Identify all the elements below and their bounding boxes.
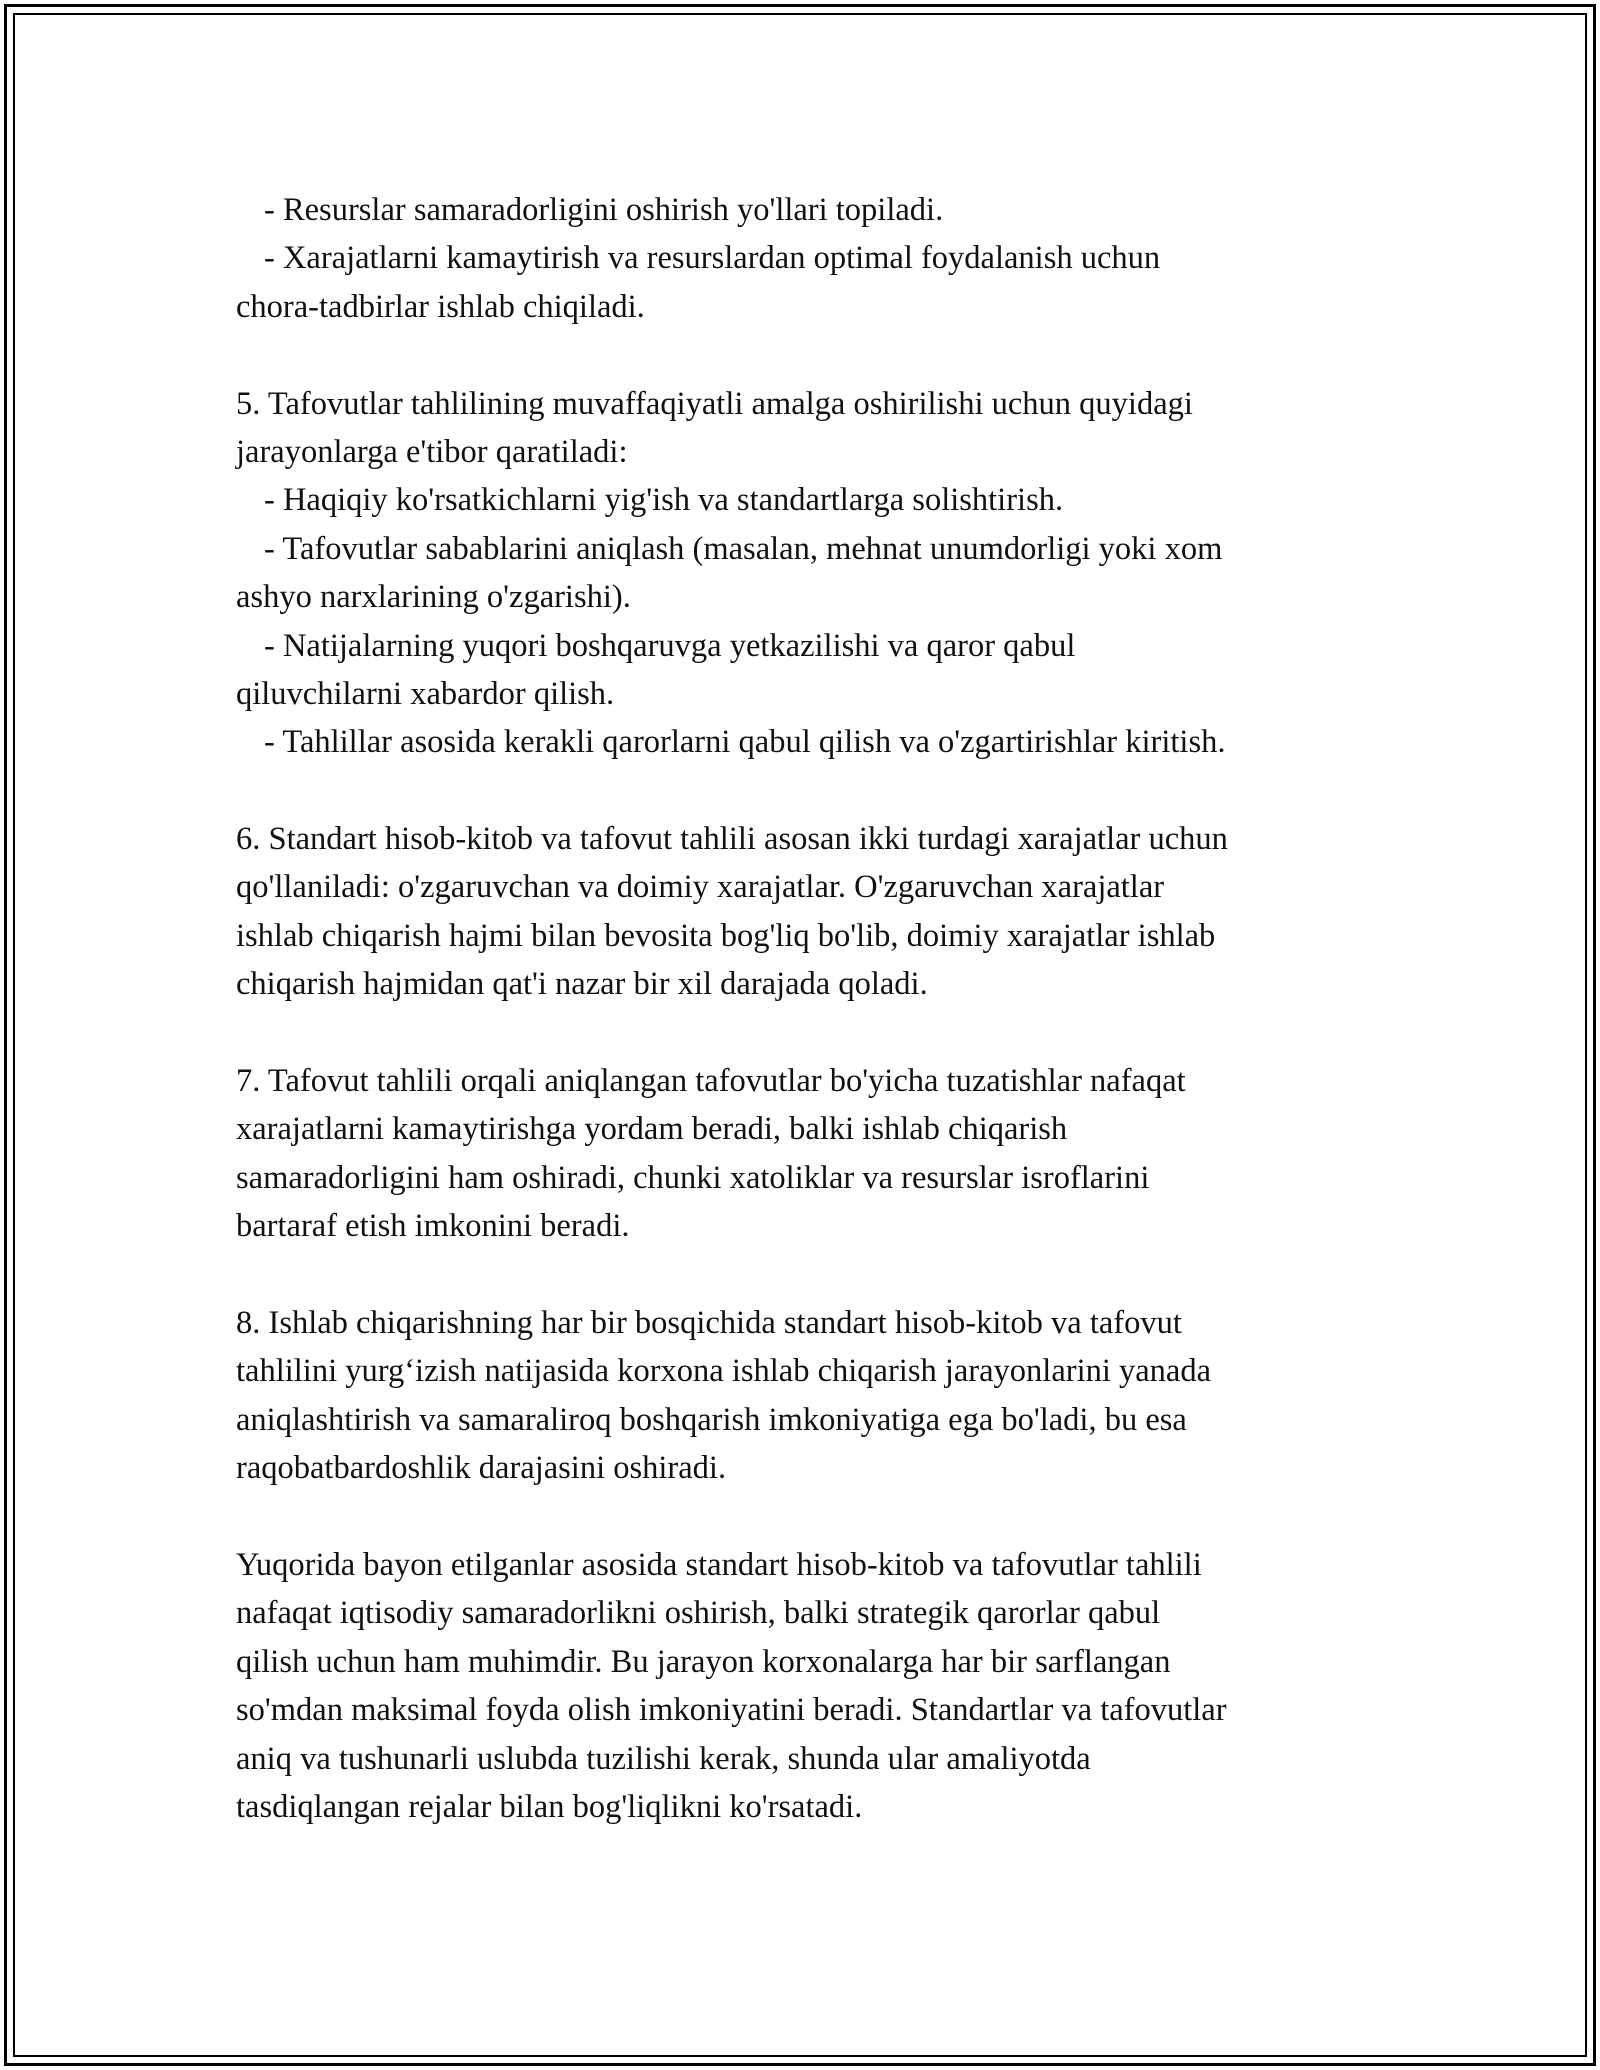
text-line: ishlab chiqarish hajmi bilan bevosita bog'liq bo'lib, doimiy xarajatlar ishlab — [236, 917, 1216, 954]
text-line: samaradorligini ham oshiradi, chunki xatoliklar va resurslar isroflarini — [236, 1159, 1150, 1196]
paragraph-gap — [236, 331, 1366, 379]
paragraph-item-6 — [236, 815, 1366, 1009]
text-line: xarajatlarni kamaytirishga yordam beradi, balki ishlab chiqarish — [236, 1111, 1068, 1148]
paragraph-gap — [236, 1251, 1366, 1299]
text-line: bartaraf etish imkonini beradi. — [236, 1208, 630, 1245]
paragraph-item-8 — [236, 1299, 1366, 1493]
text-line: raqobatbardoshlik darajasini oshiradi. — [236, 1450, 727, 1487]
paragraph-gap — [236, 767, 1366, 815]
text-line: qo'llaniladi: o'zgaruvchan va doimiy xarajatlar. O'zgaruvchan xarajatlar — [236, 869, 1165, 906]
text-line: chora-tadbirlar ishlab chiqiladi. — [236, 288, 645, 325]
text-line: qiluvchilarni xabardor qilish. — [236, 675, 615, 712]
text-line: - Resurslar samaradorligini oshirish yo'llari topiladi. — [264, 192, 944, 228]
text-line: aniqlashtirish va samaraliroq boshqarish imkoniyatiga ega bo'ladi, bu esa — [236, 1401, 1187, 1438]
paragraph-gap — [236, 1009, 1366, 1057]
text-line: 5. Tafovutlar tahlilining muvaffaqiyatli amalga oshirilishi uchun quyidagi — [236, 385, 1193, 422]
paragraph-gap — [236, 1493, 1366, 1541]
bullet-list-continued — [236, 186, 1366, 331]
text-line: tasdiqlangan rejalar bilan bog'liqlikni ko'rsatadi. — [236, 1788, 863, 1825]
text-line: Yuqorida bayon etilganlar asosida standart hisob-kitob va tafovutlar tahlili — [236, 1546, 1202, 1583]
paragraph-item-5 — [236, 380, 1366, 767]
conclusion-paragraph — [236, 1541, 1366, 1831]
paragraph-item-7 — [236, 1057, 1366, 1251]
text-line: 6. Standart hisob-kitob va tafovut tahlili asosan ikki turdagi xarajatlar uchun — [236, 821, 1228, 858]
text-line: so'mdan maksimal foyda olish imkoniyatini beradi. Standartlar va tafovutlar — [236, 1692, 1227, 1729]
document-body — [236, 186, 1366, 1831]
text-line: 7. Tafovut tahlili orqali aniqlangan tafovutlar bo'yicha tuzatishlar nafaqat — [236, 1063, 1186, 1100]
text-line: aniq va tushunarli uslubda tuzilishi kerak, shunda ular amaliyotda — [236, 1740, 1091, 1777]
text-line: jarayonlarga e'tibor qaratiladi: — [236, 433, 628, 470]
text-line: - Xarajatlarni kamaytirish va resurslardan optimal foydalanish uchun — [264, 240, 1161, 277]
text-line: 8. Ishlab chiqarishning har bir bosqichida standart hisob-kitob va tafovut — [236, 1304, 1182, 1341]
text-line: - Natijalarning yuqori boshqaruvga yetkazilishi va qaror qabul — [264, 627, 1076, 664]
text-line: - Tafovutlar sabablarini aniqlash (masalan, mehnat unumdorligi yoki xom — [264, 530, 1223, 567]
text-line: tahlilini yurg‘izish natijasida korxona ishlab chiqarish jarayonlarini yanada — [236, 1353, 1212, 1390]
text-line: ashyo narxlarining o'zgarishi). — [236, 579, 631, 616]
text-line: nafaqat iqtisodiy samaradorlikni oshirish, balki strategik qarorlar qabul — [236, 1595, 1161, 1632]
text-line: chiqarish hajmidan qat'i nazar bir xil darajada qoladi. — [236, 966, 928, 1003]
text-line: - Haqiqiy ko'rsatkichlarni yig'ish va standartlarga solishtirish. — [264, 482, 1064, 519]
text-line: qilish uchun ham muhimdir. Bu jarayon korxonalarga har bir sarflangan — [236, 1643, 1171, 1680]
text-line: - Tahlillar asosida kerakli qarorlarni qabul qilish va o'zgartirishlar kiritish. — [264, 724, 1226, 761]
